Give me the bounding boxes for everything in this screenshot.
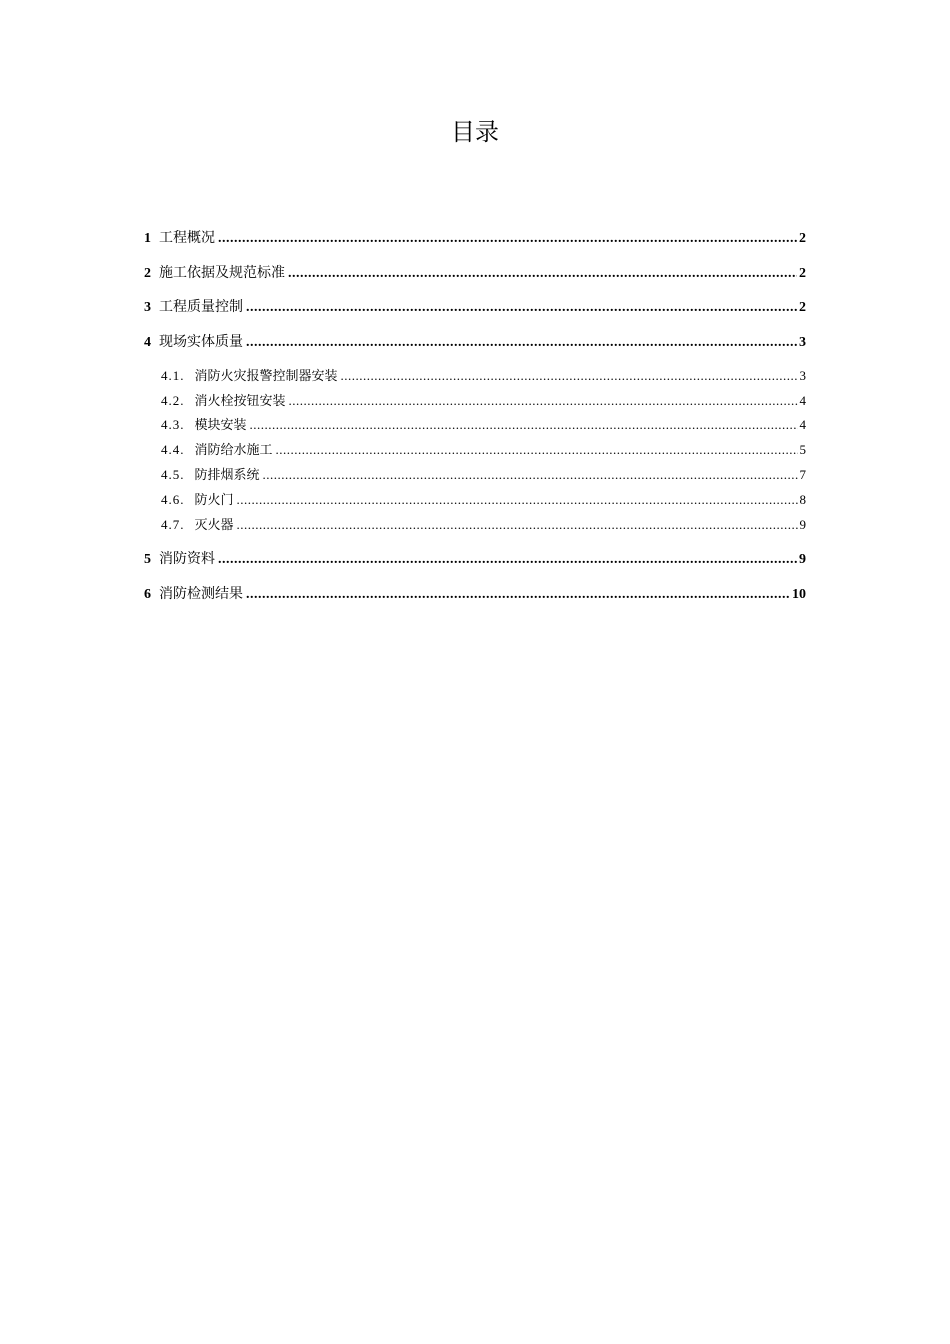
dot-leader bbox=[288, 263, 797, 285]
toc-entry-title: 消火栓按钮安装 bbox=[194, 394, 286, 409]
toc-entry-title: 防排烟系统 bbox=[194, 468, 260, 483]
toc-entry-number: 5 bbox=[144, 552, 151, 567]
toc-entry-page: 2 bbox=[799, 300, 806, 315]
toc-entry-title: 施工依据及规范标准 bbox=[159, 265, 285, 281]
dot-leader bbox=[246, 297, 797, 319]
toc-entry-page: 2 bbox=[799, 266, 806, 281]
dot-leader bbox=[237, 514, 798, 536]
toc-entry-4-4[interactable] bbox=[144, 439, 806, 461]
toc-entry-page: 10 bbox=[792, 587, 806, 602]
toc-entry-4-6[interactable] bbox=[144, 489, 806, 511]
toc-entry-4[interactable] bbox=[144, 331, 806, 353]
toc-entry-4-7[interactable] bbox=[144, 514, 806, 536]
toc-entry-3[interactable] bbox=[144, 296, 806, 318]
toc-entry-page: 3 bbox=[799, 335, 806, 350]
dot-leader bbox=[237, 489, 798, 511]
toc-entry-title: 消防火灾报警控制器安装 bbox=[194, 369, 338, 384]
toc-entry-number: 4 bbox=[144, 335, 151, 350]
dot-leader bbox=[276, 439, 798, 461]
toc-entry-title: 模块安装 bbox=[194, 418, 247, 433]
dot-leader bbox=[289, 390, 798, 412]
toc-entry-number: 2 bbox=[144, 266, 151, 281]
toc-entry-number: 4.2. bbox=[161, 393, 185, 408]
toc-entry-2[interactable] bbox=[144, 262, 806, 284]
toc-entry-page: 4 bbox=[799, 417, 806, 432]
toc-entry-title: 消防检测结果 bbox=[159, 586, 243, 602]
toc-entry-page: 9 bbox=[799, 517, 806, 532]
toc-entry-page: 4 bbox=[799, 393, 806, 408]
toc-entry-number: 4.7. bbox=[161, 517, 185, 532]
toc-entry-title: 消防资料 bbox=[159, 551, 215, 567]
toc-entry-page: 7 bbox=[799, 467, 806, 482]
toc-entry-number: 3 bbox=[144, 300, 151, 315]
toc-entry-title: 防火门 bbox=[194, 493, 234, 508]
toc-entry-page: 9 bbox=[799, 552, 806, 567]
dot-leader bbox=[218, 228, 797, 250]
toc-entry-number: 6 bbox=[144, 587, 151, 602]
dot-leader bbox=[250, 414, 798, 436]
dot-leader bbox=[218, 549, 797, 571]
toc-entry-4-5[interactable] bbox=[144, 464, 806, 486]
toc-entry-page: 5 bbox=[799, 442, 806, 457]
dot-leader bbox=[263, 464, 798, 486]
toc-entry-number: 4.3. bbox=[161, 417, 185, 432]
toc-entry-page: 2 bbox=[799, 231, 806, 246]
page-title: 目录 bbox=[451, 118, 499, 146]
toc-entry-5[interactable] bbox=[144, 548, 806, 570]
toc-entry-page: 8 bbox=[799, 492, 806, 507]
toc-entry-1[interactable] bbox=[144, 227, 806, 249]
toc-entry-title: 消防给水施工 bbox=[194, 443, 273, 458]
toc-entry-number: 4.4. bbox=[161, 442, 185, 457]
toc-entry-4-3[interactable] bbox=[144, 414, 806, 436]
toc-entry-title: 工程质量控制 bbox=[159, 299, 243, 315]
dot-leader bbox=[341, 365, 798, 387]
toc-entry-title: 灭火器 bbox=[194, 518, 234, 533]
toc-entry-number: 4.1. bbox=[161, 368, 185, 383]
dot-leader bbox=[246, 584, 790, 606]
dot-leader bbox=[246, 332, 797, 354]
toc-entry-4-1[interactable] bbox=[144, 365, 806, 387]
toc-entry-number: 1 bbox=[144, 231, 151, 246]
toc-entry-6[interactable] bbox=[144, 583, 806, 605]
toc-entry-page: 3 bbox=[799, 368, 806, 383]
toc-entry-title: 工程概况 bbox=[159, 230, 215, 246]
toc-entry-4-2[interactable] bbox=[144, 390, 806, 412]
toc-entry-title: 现场实体质量 bbox=[159, 334, 243, 350]
toc-entry-number: 4.5. bbox=[161, 467, 185, 482]
toc-entry-number: 4.6. bbox=[161, 492, 185, 507]
